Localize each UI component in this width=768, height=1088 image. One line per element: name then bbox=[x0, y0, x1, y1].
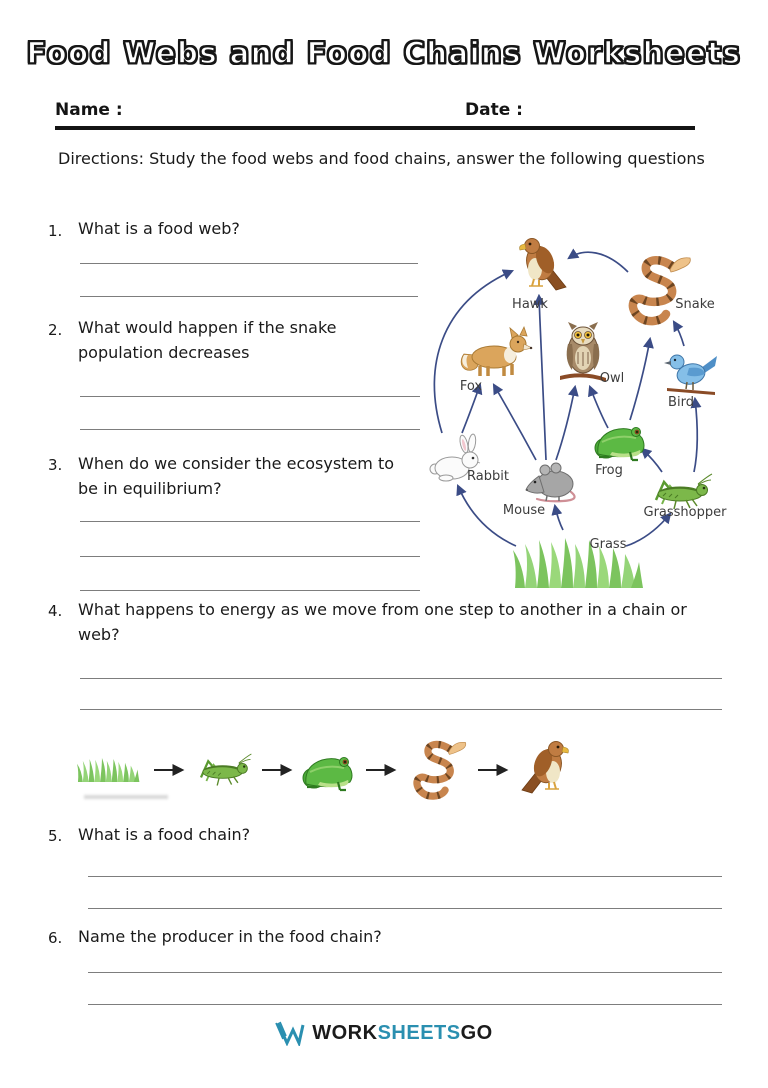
food-web-arrows bbox=[434, 252, 697, 546]
worksheetsgo-w-icon bbox=[275, 1020, 305, 1046]
answer-line bbox=[88, 1002, 722, 1005]
question-3-text: When do we consider the ecosystem to be in equilibrium? bbox=[78, 454, 395, 498]
arrow-grasshopper-to-frog bbox=[642, 449, 662, 472]
question-6-number: 6. bbox=[48, 929, 63, 947]
food-chain-diagram bbox=[70, 724, 580, 816]
answer-line bbox=[80, 394, 420, 397]
frog-illustration bbox=[595, 428, 644, 461]
chain-frog-illustration bbox=[303, 758, 352, 791]
question-1-text: What is a food web? bbox=[78, 219, 240, 238]
question-4-text: What happens to energy as we move from one step to another in a chain or web? bbox=[78, 600, 687, 644]
worksheetsgo-wordmark bbox=[312, 1022, 492, 1045]
rabbit-label: Rabbit bbox=[467, 469, 509, 484]
food-web-diagram bbox=[428, 228, 768, 593]
fox-label: Fox bbox=[459, 379, 483, 394]
arrow-frog-to-snake bbox=[630, 339, 650, 420]
brand-sheets: SHEETS bbox=[377, 1021, 461, 1044]
question-5-number: 5. bbox=[48, 827, 63, 845]
answer-line bbox=[80, 261, 418, 264]
answer-line bbox=[80, 427, 420, 430]
question-1-number: 1. bbox=[48, 222, 63, 240]
answer-line bbox=[80, 519, 420, 522]
page-title: Food Webs and Food Chains Worksheets bbox=[26, 36, 742, 70]
hawk-illustration bbox=[520, 239, 566, 291]
mouse-illustration bbox=[526, 463, 575, 501]
question-2-number: 2. bbox=[48, 321, 63, 339]
bird-illustration bbox=[664, 355, 717, 395]
answer-line bbox=[80, 294, 418, 297]
bird-label: Bird bbox=[668, 395, 694, 410]
answer-line bbox=[80, 676, 722, 679]
grasshopper-illustration bbox=[656, 474, 712, 509]
frog-label: Frog bbox=[595, 463, 623, 478]
arrow-grasshopper-to-bird bbox=[694, 399, 697, 472]
question-2-text: What would happen if the snake population decreases bbox=[78, 318, 337, 362]
answer-line bbox=[88, 970, 722, 973]
arrow-grass-to-mouse bbox=[555, 506, 563, 530]
owl-label: Owl bbox=[599, 371, 625, 386]
header-rule bbox=[55, 126, 695, 130]
answer-line bbox=[80, 554, 420, 557]
arrow-mouse-to-fox bbox=[494, 385, 536, 460]
name-label: Name : bbox=[55, 100, 123, 120]
brand-go: GO bbox=[460, 1021, 493, 1044]
fox-illustration bbox=[461, 327, 532, 376]
snake-label: Snake bbox=[675, 297, 715, 312]
grass-label: Grass bbox=[589, 537, 627, 552]
answer-line bbox=[88, 906, 722, 909]
answer-line bbox=[88, 874, 722, 877]
answer-line bbox=[80, 707, 722, 710]
chain-grasshopper-illustration bbox=[201, 754, 251, 786]
chain-hawk-illustration bbox=[522, 742, 568, 794]
footer-logo bbox=[0, 1020, 768, 1046]
question-5-text: What is a food chain? bbox=[78, 825, 251, 844]
brand-work: WORK bbox=[312, 1021, 378, 1044]
hawk-label: Hawk bbox=[512, 297, 548, 312]
question-4-number: 4. bbox=[48, 602, 63, 620]
question-3-number: 3. bbox=[48, 456, 63, 474]
arrow-bird-to-snake bbox=[674, 322, 684, 346]
mouse-label: Mouse bbox=[502, 503, 546, 518]
arrow-mouse-to-hawk bbox=[539, 296, 546, 460]
arrow-mouse-to-owl bbox=[556, 387, 575, 460]
date-label: Date : bbox=[465, 100, 523, 120]
chain-snake-illustration bbox=[417, 742, 466, 796]
arrow-frog-to-owl bbox=[590, 387, 608, 428]
faded-caption-smudge bbox=[84, 795, 168, 799]
answer-line bbox=[80, 588, 420, 591]
grasshopper-label: Grasshopper bbox=[643, 505, 727, 520]
chain-grass-illustration bbox=[77, 758, 139, 782]
question-6-text: Name the producer in the food chain? bbox=[78, 927, 382, 946]
arrow-snake-to-hawk bbox=[569, 252, 628, 272]
directions-text: Directions: Study the food webs and food chains, answer the following questions bbox=[58, 149, 705, 168]
